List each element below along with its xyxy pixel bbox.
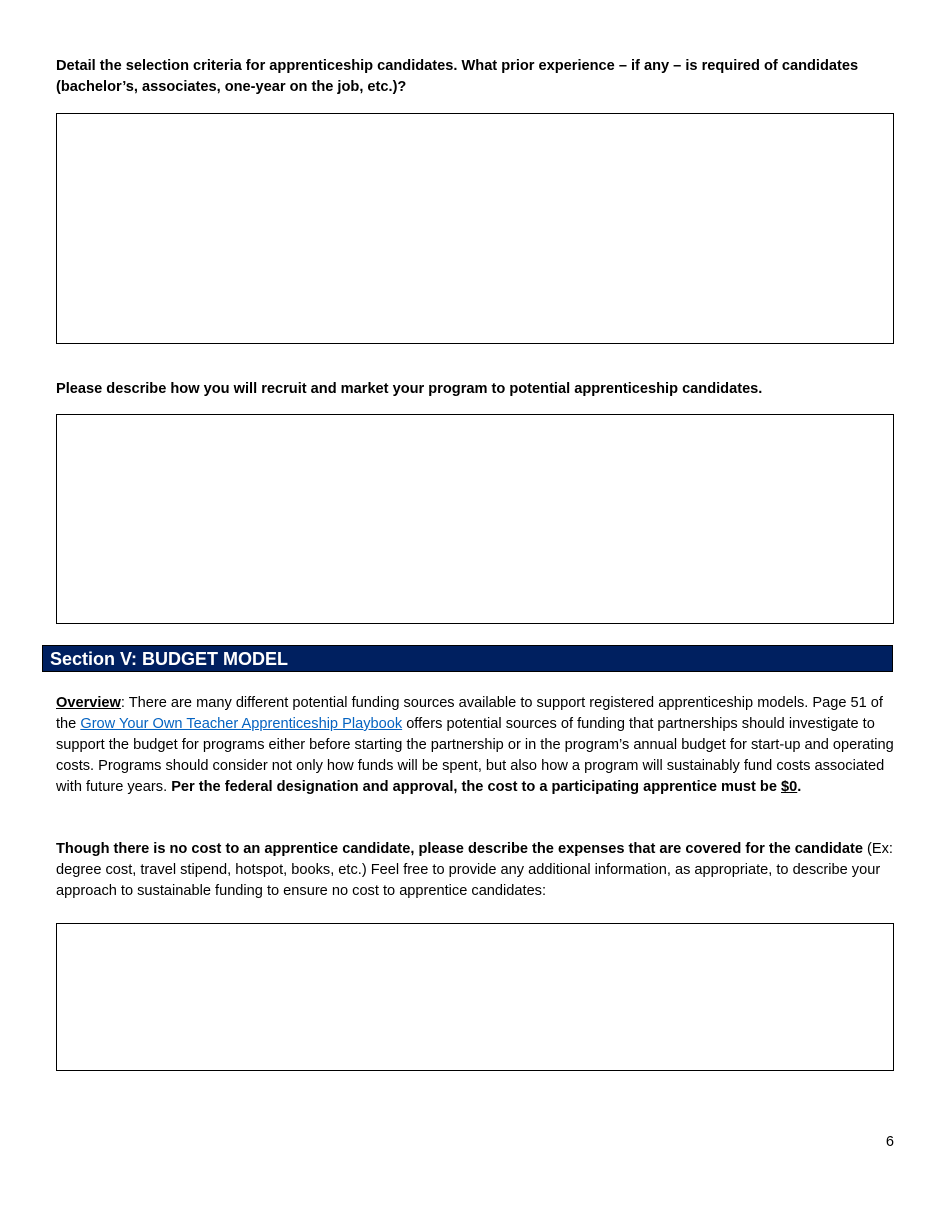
recruitment-response-box[interactable] [56, 414, 894, 624]
question-expenses-bold: Though there is no cost to an apprentice candidate, please describe the expenses that are covered for the candidate [56, 841, 863, 857]
section-header-budget-model: Section V: BUDGET MODEL [42, 645, 893, 672]
question-recruitment-marketing: Please describe how you will recruit and market your program to potential apprenticeship candidates. [56, 381, 763, 397]
playbook-link[interactable]: Grow Your Own Teacher Apprenticeship Playbook [80, 716, 403, 732]
overview-paragraph [56, 693, 898, 798]
overview-text-part1: : There are many different potential funding sources available to support registered apprenticeship models. Page 51 of the [56, 695, 883, 732]
overview-text-part2: offers potential sources of funding that partnerships should investigate to support the budget for programs either before starting the partnership or in the program’s annual budget for start-up and operating costs. Programs should consider not only how funds will be spent, but also how a program will sustainably fund costs associated with future years. [56, 716, 894, 795]
question-selection-criteria: Detail the selection criteria for apprenticeship candidates. What prior experience – if any – is required of candidates (bachelor’s, associates, one-year on the job, etc.)? [56, 58, 859, 95]
question-expenses-rest: (Ex: degree cost, travel stipend, hotspot, books, etc.) Feel free to provide any additional information, as appropriate, to describe your approach to sustainable funding to ensure no cost to apprentice candidates: [56, 841, 893, 899]
overview-period: . [797, 779, 802, 795]
apprentice-cost-value: $0 [781, 779, 798, 795]
expenses-response-box[interactable] [56, 923, 894, 1071]
page-number: 6 [885, 1134, 894, 1150]
overview-label: Overview [56, 695, 121, 711]
overview-cost-statement: Per the federal designation and approval, the cost to a participating apprentice must be [171, 779, 782, 795]
selection-criteria-response-box[interactable] [56, 113, 894, 344]
question-expenses-covered [56, 839, 898, 902]
